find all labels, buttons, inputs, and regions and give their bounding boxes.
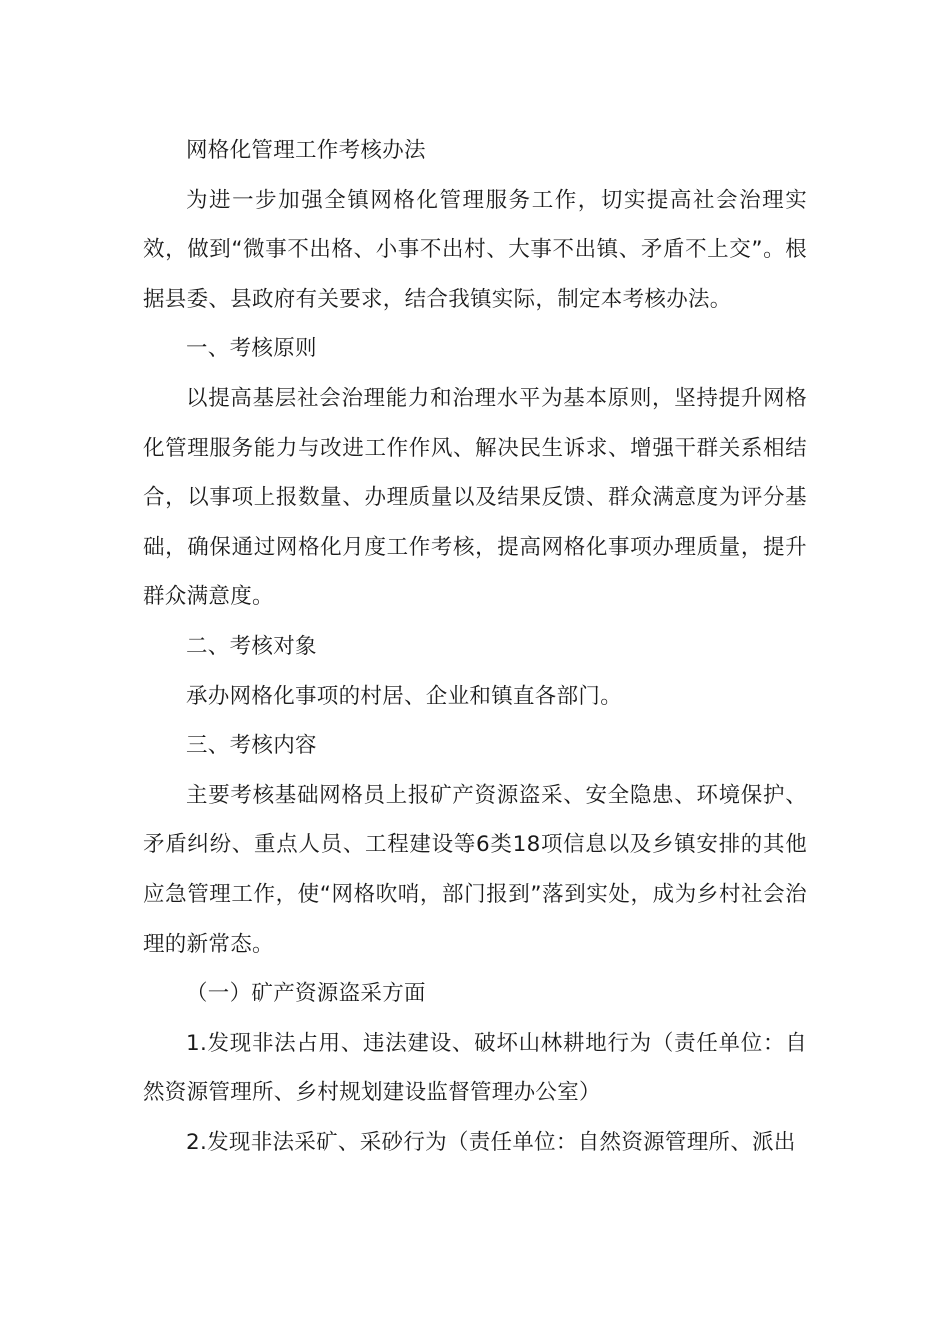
section-heading-targets: 二、考核对象 [186,633,317,659]
document-body [143,126,807,1167]
subsection-heading-mineral: （一）矿产资源盗采方面 [186,981,426,1007]
list-item-1: 1.发现非法占用、违法建设、破坏山林耕地行为（责任单位：自然资源管理所、乡村规划建设监督管理办公室） [143,1030,807,1106]
section-heading-content: 三、考核内容 [186,733,317,759]
paragraph-intro: 为进一步加强全镇网格化管理服务工作，切实提高社会治理实效，做到“微事不出格、小事不出村、大事不出镇、矛盾不上交”。根据县委、县政府有关要求，结合我镇实际，制定本考核办法。 [143,187,807,312]
list-item-2: 2.发现非法采矿、采砂行为（责任单位：自然资源管理所、派出 [186,1129,796,1155]
paragraph-targets: 承办网格化事项的村居、企业和镇直各部门。 [186,683,623,709]
document-title: 网格化管理工作考核办法 [186,138,426,163]
section-heading-principles: 一、考核原则 [186,336,317,362]
paragraph-principles: 以提高基层社会治理能力和治理水平为基本原则，坚持提升网格化管理服务能力与改进工作作风、解决民生诉求、增强干群关系相结合，以事项上报数量、办理质量以及结果反馈、群众满意度为评分基础，确保通过网格化月度工作考核，提高网格化事项办理质量，提升群众满意度。 [143,385,807,610]
paragraph-content: 主要考核基础网格员上报矿产资源盗采、安全隐患、环境保护、矛盾纠纷、重点人员、工程建设等6类18项信息以及乡镇安排的其他应急管理工作，使“网格吹哨，部门报到”落到实处，成为乡村社会治理的新常态。 [143,782,807,957]
